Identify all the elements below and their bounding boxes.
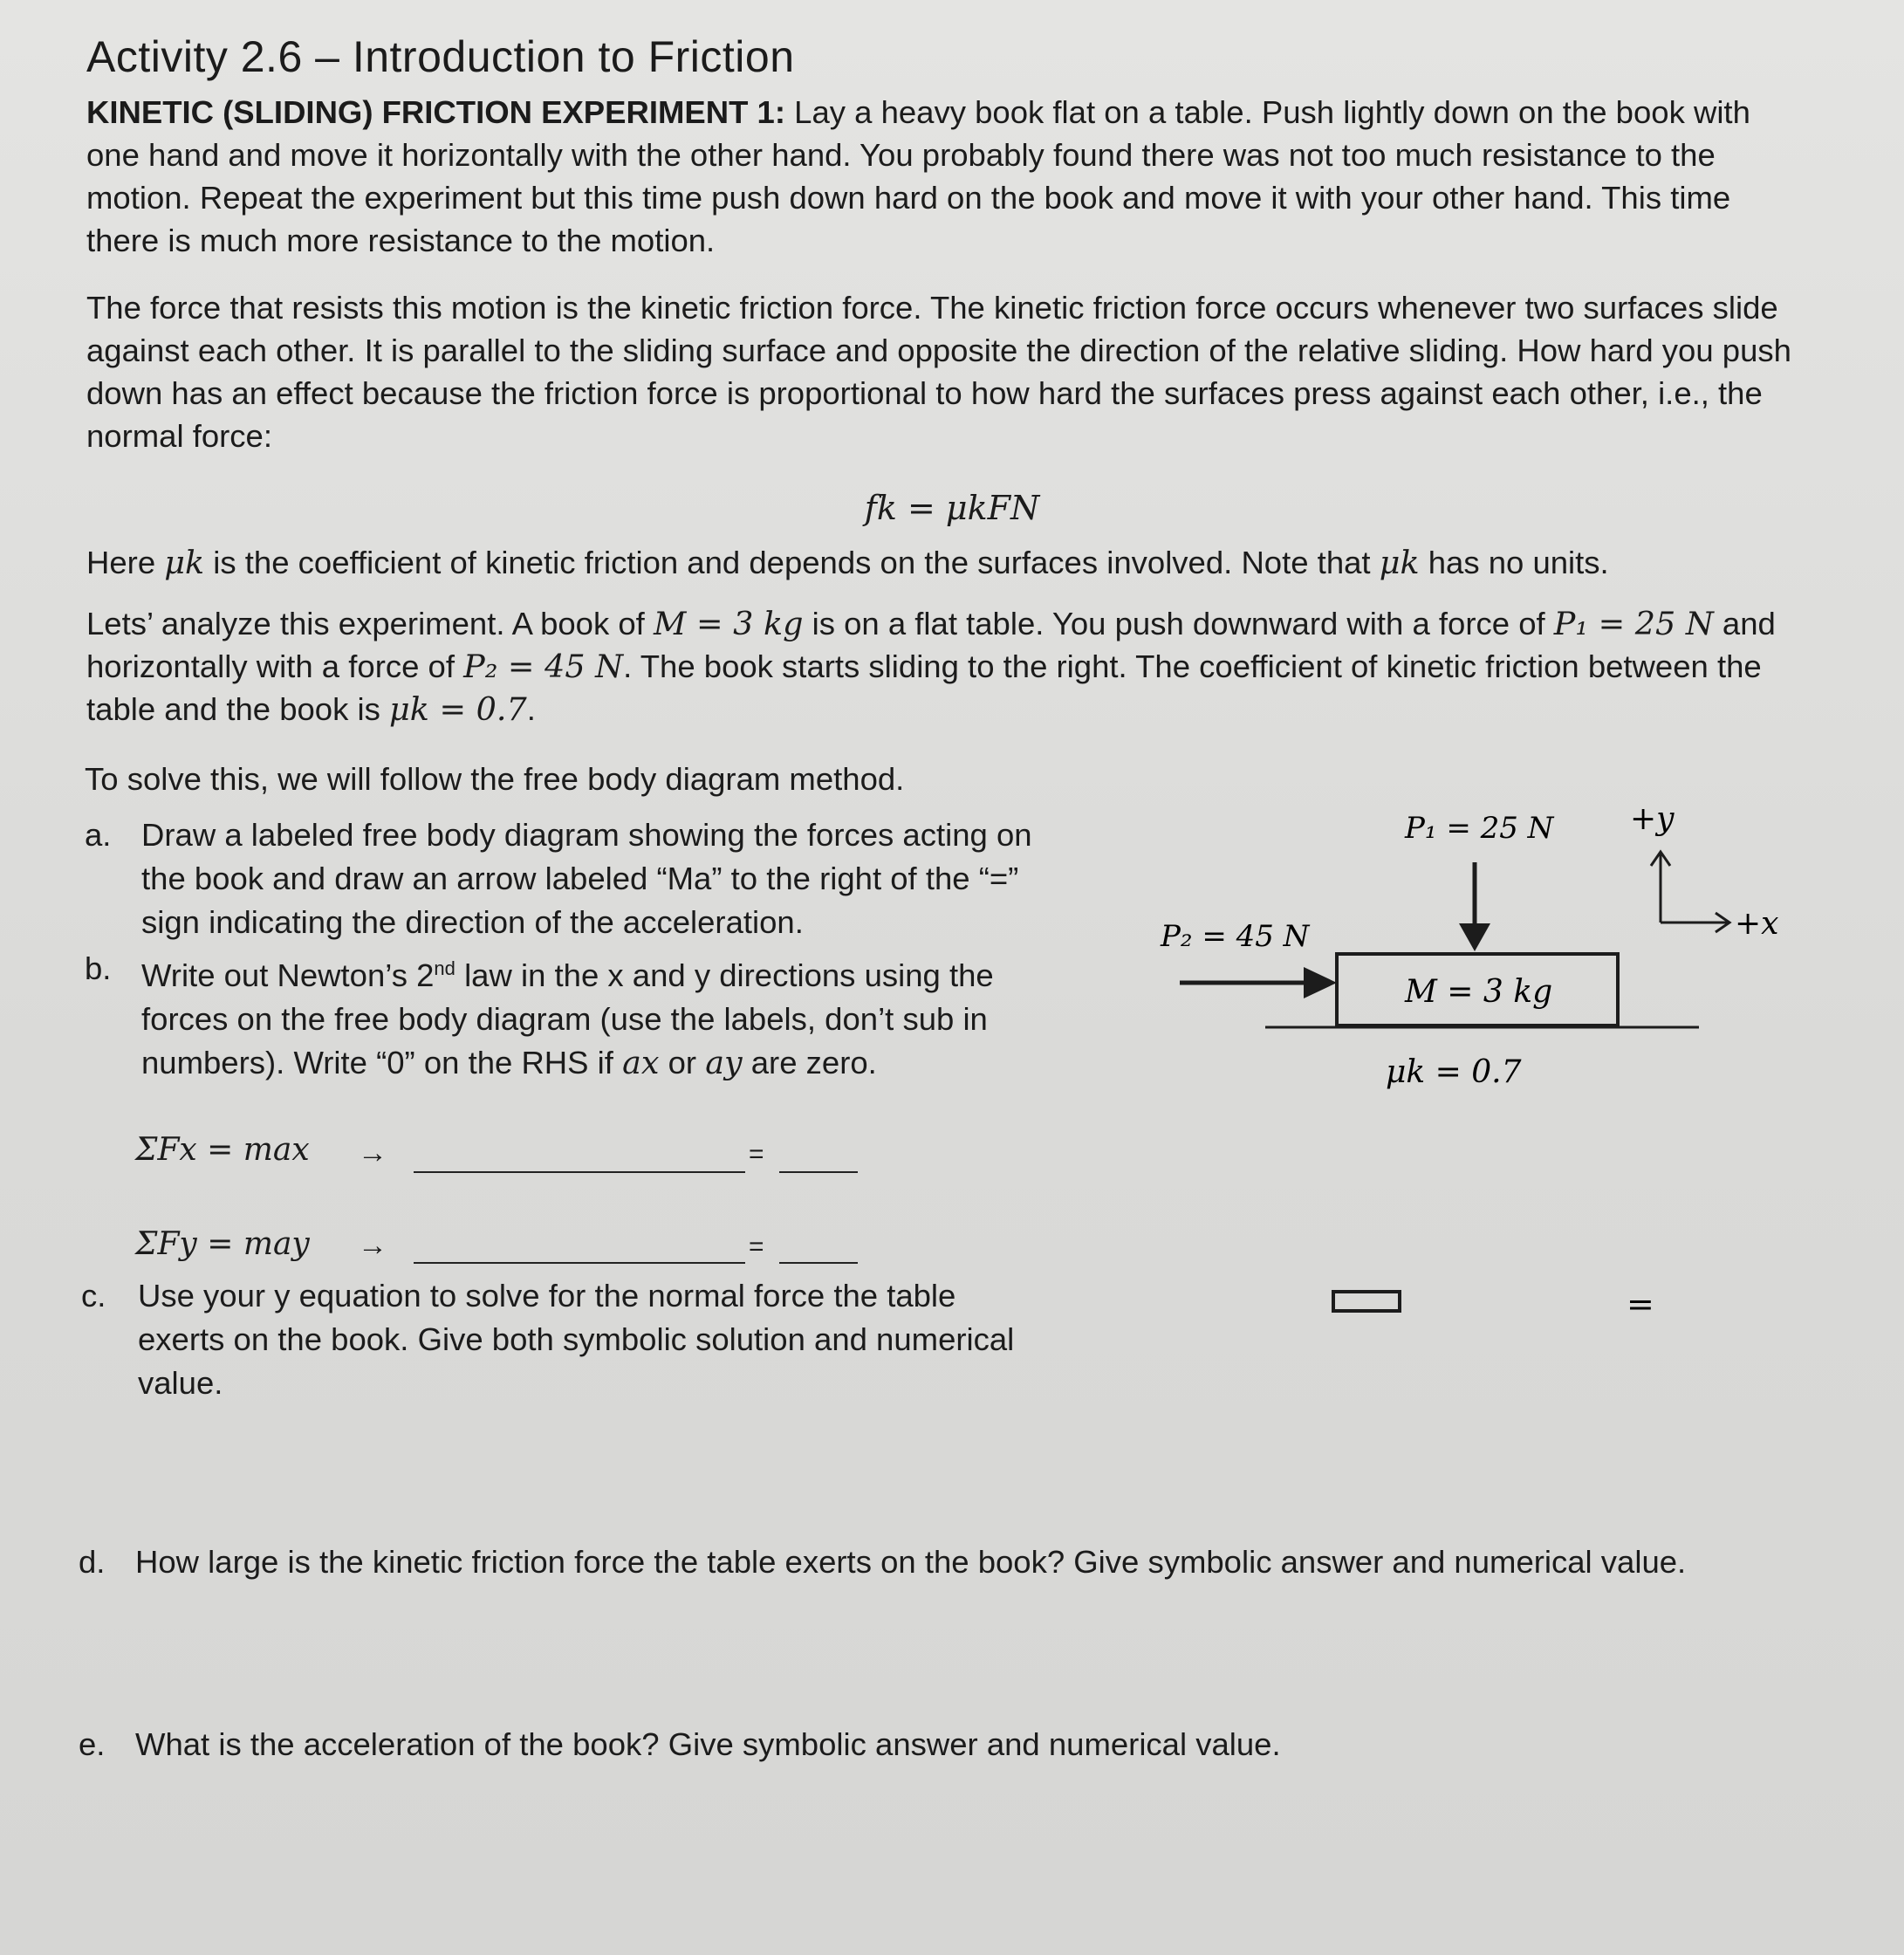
question-d-text: How large is the kinetic friction force the table exerts on the book? Give symbolic answer and numerical value.: [135, 1544, 1687, 1580]
p3-text-3: has no units.: [1428, 545, 1609, 580]
question-c: [81, 1274, 1037, 1405]
fbd-box-small[interactable]: [1333, 1292, 1400, 1311]
p2-force-arrow: [1180, 967, 1337, 998]
question-a-marker: a.: [85, 817, 112, 853]
friction-paragraph: The force that resists this motion is the kinetic friction force. The kinetic friction force occurs whenever two surfaces slide against each other. It is parallel to the sliding surface and opposite the direction of the relative sliding. How hard you push down has an effect because the friction force is proportional to how hard the surfaces press against each other, i.e., the normal force:: [86, 290, 1791, 454]
newton-y-rhs-blank[interactable]: [779, 1262, 858, 1264]
question-b-text-3: are zero.: [750, 1045, 877, 1081]
question-e-marker: e.: [79, 1726, 106, 1762]
question-d: [79, 1540, 1863, 1584]
question-b: [85, 947, 1084, 1085]
newton-y-equals: =: [749, 1232, 764, 1261]
p4-text-2: is on a flat table. You push downward with a force of: [812, 606, 1545, 641]
question-b-ax: ax: [622, 1044, 660, 1082]
p1-force-arrow: [1459, 862, 1490, 951]
newton-y-arrow: →: [358, 1229, 387, 1262]
experiment-body: Lay a heavy book flat on a table. Push lightly down on the book with one hand and move it horizontally with the other hand. You probably found there was not too much resistance to the motion. Repeat the experiment but this time push down hard on the book and move it with your other hand. This time there is much more resistance to the motion.: [86, 94, 1750, 258]
p4-mu: μk = 0.7: [389, 690, 527, 728]
p3-text-1: Here: [86, 545, 156, 580]
p4-text-3: and horizontally with a force of: [86, 606, 1776, 684]
mu-label: μk = 0.7: [1386, 1054, 1522, 1090]
newton-y-lhs-blank[interactable]: [414, 1262, 745, 1264]
p4-text-1: Lets’ analyze this experiment. A book of: [86, 606, 645, 641]
friction-equation: fk = μkFN: [864, 489, 1040, 527]
question-c-text: Use your y equation to solve for the normal force the table exerts on the book. Give both symbolic solution and numerical value.: [138, 1278, 1015, 1401]
coefficient-paragraph: [86, 541, 1823, 584]
fbd-equals: =: [1627, 1285, 1654, 1323]
mass-label: M = 3 kg: [1405, 974, 1553, 1010]
plus-x-label: +x: [1735, 906, 1779, 942]
newton-x-arrow: →: [358, 1136, 387, 1170]
question-b-marker: b.: [85, 950, 112, 986]
newton-y-label: ΣFy = may: [135, 1226, 310, 1262]
newton-x-rhs-blank[interactable]: [779, 1171, 858, 1173]
question-a-text: Draw a labeled free body diagram showing the forces acting on the book and draw an arrow labeled “Ma” to the right of the “=” sign indicating the direction of the acceleration.: [141, 817, 1032, 940]
p1-label: P₁ = 25 N: [1405, 811, 1554, 846]
question-d-marker: d.: [79, 1544, 106, 1580]
p4-p1: P₁ = 25 N: [1553, 605, 1714, 642]
experiment-heading: KINETIC (SLIDING) FRICTION EXPERIMENT 1:: [86, 94, 785, 130]
p3-mu-2: μk: [1379, 544, 1420, 581]
page-title: Activity 2.6 – Introduction to Friction: [86, 32, 795, 81]
plus-y-label: +y: [1630, 801, 1675, 837]
experiment-paragraph: [86, 91, 1797, 262]
p4-text-5: .: [526, 691, 536, 727]
p2-label: P₂ = 45 N: [1161, 919, 1310, 954]
question-b-text-2: law in the x and y directions using the forces on the free body diagram (use the labels, don’t sub in numbers). Write “0” on the RHS if: [141, 957, 994, 1081]
analysis-paragraph: [86, 602, 1823, 731]
newton-y-equation: [135, 1225, 310, 1262]
p3-text-2: is the coefficient of kinetic friction and depends on the surfaces involved. Note that: [213, 545, 1371, 580]
axes-icon: [1651, 852, 1729, 932]
question-c-marker: c.: [81, 1278, 106, 1314]
question-b-ay: ay: [705, 1044, 743, 1082]
p4-p2: P₂ = 45 N: [463, 648, 624, 685]
free-body-setup-diagram: [1134, 785, 1832, 1327]
p4-text-4: . The book starts sliding to the right. The coefficient of kinetic friction between the table and the book is: [86, 648, 1762, 727]
question-b-text-1: Write out Newton’s 2: [141, 957, 435, 994]
newton-x-equation: [135, 1131, 310, 1168]
p4-mass: M = 3 kg: [653, 605, 804, 642]
question-b-sup: nd: [434, 957, 455, 979]
newton-x-equals: =: [749, 1140, 764, 1169]
question-e: [79, 1723, 1793, 1766]
question-a: [85, 813, 1075, 944]
method-intro: To solve this, we will follow the free body diagram method.: [85, 761, 905, 797]
newton-x-label: ΣFx = max: [135, 1132, 310, 1168]
question-b-or: or: [668, 1045, 697, 1081]
p3-mu-1: μk: [164, 544, 205, 581]
question-e-text: What is the acceleration of the book? Give symbolic answer and numerical value.: [135, 1726, 1281, 1762]
newton-x-lhs-blank[interactable]: [414, 1171, 745, 1173]
